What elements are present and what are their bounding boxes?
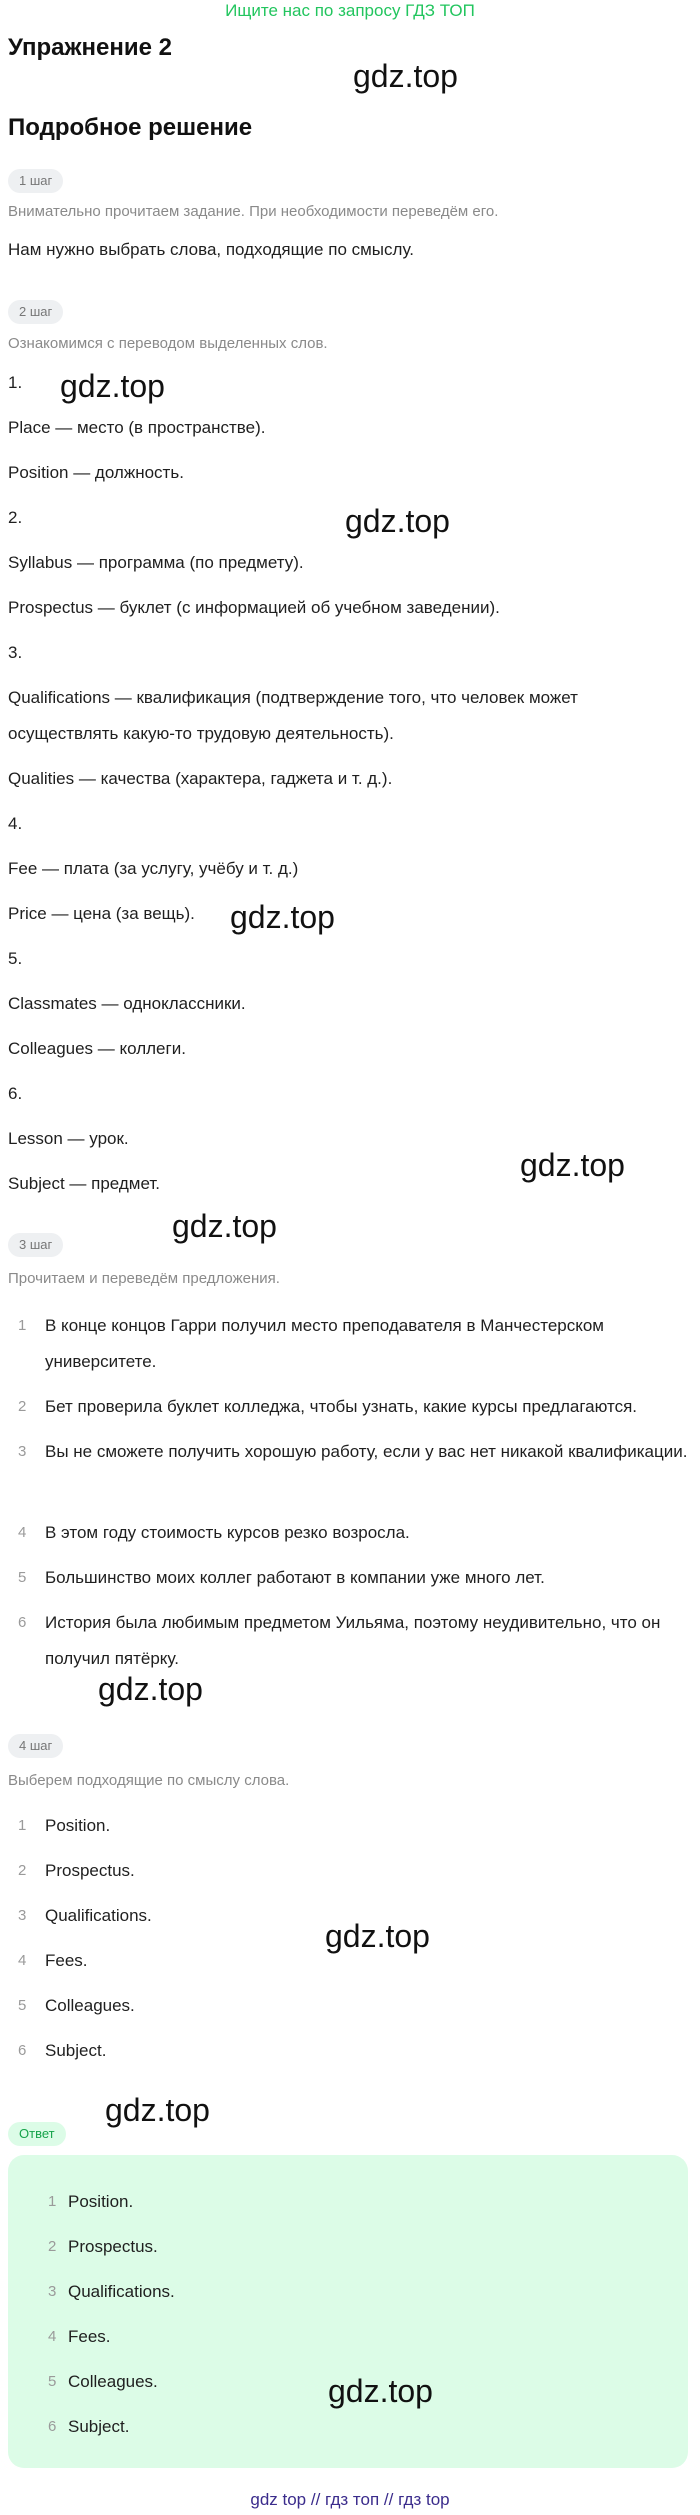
list-number: 2 xyxy=(48,2238,57,2255)
list-number: 4 xyxy=(18,1524,27,1541)
footer-link[interactable]: гдз top xyxy=(398,2490,450,2509)
list-text: Colleagues. xyxy=(45,1996,135,2015)
list-text: Вы не сможете получить хорошую работу, если у вас нет никакой квалификации. xyxy=(45,1442,688,1461)
watermark: gdz.top xyxy=(172,1208,277,1244)
list-number: 6 xyxy=(48,2418,57,2435)
watermark: gdz.top xyxy=(230,899,335,935)
watermark: gdz.top xyxy=(105,2092,210,2128)
list-number: 4 xyxy=(48,2328,57,2345)
vocab-line: Prospectus — буклет (с информацией об учебном заведении). xyxy=(8,598,500,617)
list-text: В этом году стоимость курсов резко возросла. xyxy=(45,1523,410,1542)
step-hint: Прочитаем и переведём предложения. xyxy=(8,1270,280,1287)
footer-links xyxy=(0,2490,700,2510)
list-number: 6 xyxy=(18,1614,27,1631)
vocab-line: осуществлять какую-то трудовую деятельность). xyxy=(8,724,394,743)
list-text: Subject. xyxy=(68,2417,130,2436)
watermark: gdz.top xyxy=(353,58,458,94)
answer-item xyxy=(8,2277,688,2307)
step-badge: 3 шаг xyxy=(8,1233,63,1257)
vocab-line: Lesson — урок. xyxy=(8,1129,129,1148)
vocab-line: Syllabus — программа (по предмету). xyxy=(8,553,304,572)
answer-badge: Ответ xyxy=(8,2122,66,2146)
list-text: Qualifications. xyxy=(68,2282,175,2301)
list-text: Prospectus. xyxy=(45,1861,135,1880)
search-banner[interactable]: Ищите нас по запросу ГДЗ ТОП xyxy=(225,1,475,20)
vocab-line: Qualifications — квалификация (подтверждение того, что человек может xyxy=(8,688,578,707)
list-text: Position. xyxy=(68,2192,134,2211)
vocab-line: Subject — предмет. xyxy=(8,1174,161,1193)
vocab-line: 2. xyxy=(8,508,23,527)
vocab-line: 4. xyxy=(8,814,23,833)
list-text: Qualifications. xyxy=(45,1906,152,1925)
list-text: Большинство моих коллег работают в компании уже много лет. xyxy=(45,1568,545,1587)
watermark: gdz.top xyxy=(520,1147,625,1183)
list-number: 3 xyxy=(18,1443,27,1460)
list-text: Fees. xyxy=(45,1951,88,1970)
list-text: Colleagues. xyxy=(68,2372,158,2391)
watermark: gdz.top xyxy=(60,368,165,404)
vocab-line: Classmates — одноклассники. xyxy=(8,994,246,1013)
vocab-line: 5. xyxy=(8,949,23,968)
list-number: 1 xyxy=(18,1317,27,1334)
vocab-line: 3. xyxy=(8,643,23,662)
list-number: 4 xyxy=(18,1952,27,1969)
step-badge: 1 шаг xyxy=(8,169,63,193)
list-number: 1 xyxy=(48,2193,57,2210)
list-number: 5 xyxy=(48,2373,57,2390)
list-number: 5 xyxy=(18,1997,27,2014)
vocab-line: Fee — плата (за услугу, учёбу и т. д.) xyxy=(8,859,299,878)
vocab-line: Place — место (в пространстве). xyxy=(8,418,266,437)
step-badge: 2 шаг xyxy=(8,300,63,324)
list-number: 1 xyxy=(18,1817,27,1834)
step-hint: Внимательно прочитаем задание. При необходимости переведём его. xyxy=(8,203,499,220)
step-hint: Выберем подходящие по смыслу слова. xyxy=(8,1772,290,1789)
answer-item xyxy=(8,2187,688,2217)
vocab-line: Colleagues — коллеги. xyxy=(8,1039,186,1058)
list-text: Position. xyxy=(45,1816,111,1835)
list-number: 2 xyxy=(18,1862,27,1879)
answer-item xyxy=(8,2412,688,2442)
watermark: gdz.top xyxy=(98,1671,203,1707)
page-title: Упражнение 2 xyxy=(8,34,172,61)
section-title: Подробное решение xyxy=(8,114,253,141)
footer-separator: // xyxy=(310,2490,321,2509)
vocab-line: Position — должность. xyxy=(8,463,184,482)
watermark: gdz.top xyxy=(328,2373,433,2409)
watermark: gdz.top xyxy=(325,1918,430,1954)
step-text: Нам нужно выбрать слова, подходящие по смыслу. xyxy=(8,240,414,259)
list-text: Prospectus. xyxy=(68,2237,158,2256)
list-number: 3 xyxy=(48,2283,57,2300)
list-number: 5 xyxy=(18,1569,27,1586)
step-badge: 4 шаг xyxy=(8,1734,63,1758)
watermark: gdz.top xyxy=(345,503,450,539)
list-text: Бет проверила буклет колледжа, чтобы узнать, какие курсы предлагаются. xyxy=(45,1397,638,1416)
list-text: История была любимым предметом Уильяма, поэтому неудивительно, что он получил пятёрку. xyxy=(45,1613,661,1668)
answer-item xyxy=(8,2322,688,2352)
answer-box xyxy=(8,2155,688,2468)
footer-separator: // xyxy=(383,2490,394,2509)
vocab-line: 1. xyxy=(8,373,23,392)
footer-link[interactable]: gdz top xyxy=(250,2490,307,2509)
answer-item xyxy=(8,2232,688,2262)
list-text: Fees. xyxy=(68,2327,111,2346)
step-hint: Ознакомимся с переводом выделенных слов. xyxy=(8,335,328,352)
vocab-line: 6. xyxy=(8,1084,23,1103)
list-number: 6 xyxy=(18,2042,27,2059)
list-text: В конце концов Гарри получил место преподавателя в Манчестерском университете. xyxy=(45,1316,604,1371)
list-text: Subject. xyxy=(45,2041,107,2060)
vocab-line: Price — цена (за вещь). xyxy=(8,904,195,923)
vocab-line: Qualities — качества (характера, гаджета и т. д.). xyxy=(8,769,393,788)
list-number: 3 xyxy=(18,1907,27,1924)
footer-link[interactable]: гдз топ xyxy=(325,2490,380,2509)
list-number: 2 xyxy=(18,1398,27,1415)
